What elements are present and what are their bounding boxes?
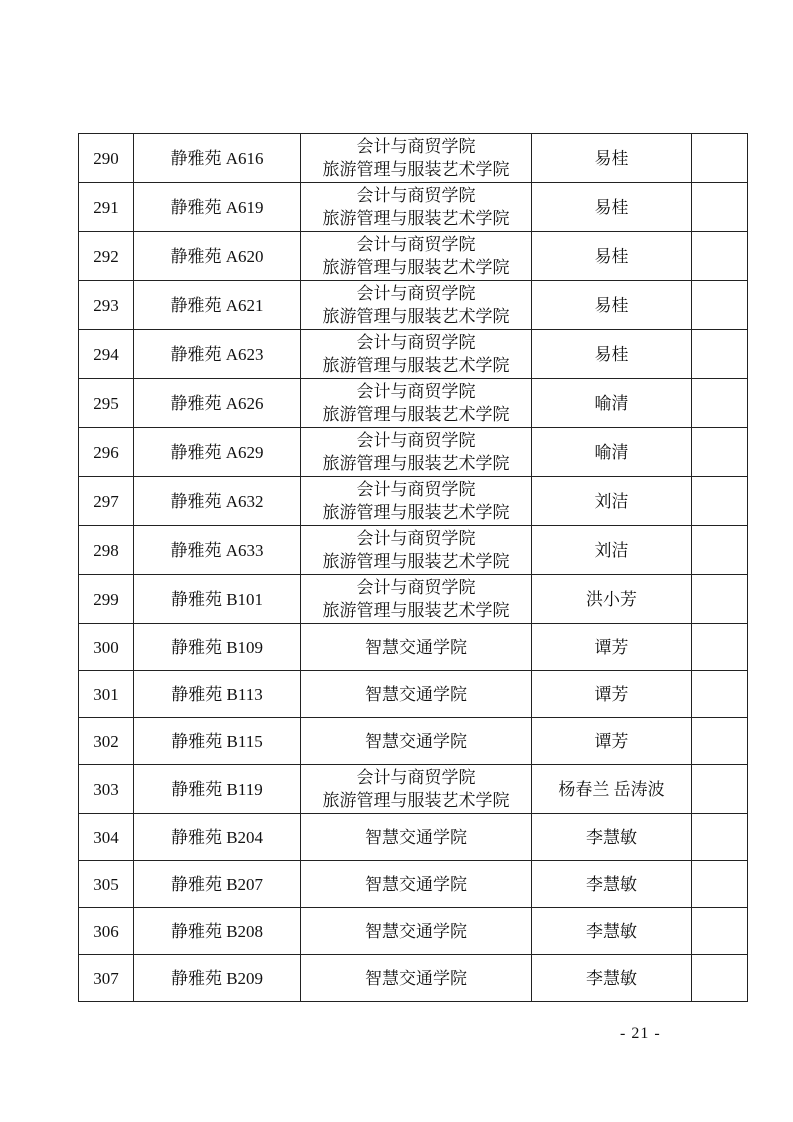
cell-number: 298 xyxy=(79,526,134,575)
cell-college xyxy=(301,955,532,1002)
college-name: 旅游管理与服装艺术学院 xyxy=(322,791,510,810)
college-name: 智慧交通学院 xyxy=(365,968,467,988)
table-row xyxy=(79,765,748,814)
college-name: 会计与商贸学院 xyxy=(356,186,476,205)
college-name: 会计与商贸学院 xyxy=(356,768,476,787)
cell-number: 299 xyxy=(79,575,134,624)
cell-number: 296 xyxy=(79,428,134,477)
cell-extra xyxy=(692,281,748,330)
cell-number: 294 xyxy=(79,330,134,379)
cell-teacher: 喻清 xyxy=(532,428,692,477)
cell-college xyxy=(301,814,532,861)
cell-room: 静雅苑 A620 xyxy=(134,232,301,281)
cell-room: 静雅苑 A629 xyxy=(134,428,301,477)
cell-room: 静雅苑 B109 xyxy=(134,624,301,671)
table-row xyxy=(79,861,748,908)
table-row xyxy=(79,526,748,575)
table-row xyxy=(79,814,748,861)
cell-college xyxy=(301,379,532,428)
cell-room: 静雅苑 B208 xyxy=(134,908,301,955)
cell-college xyxy=(301,718,532,765)
cell-college xyxy=(301,183,532,232)
college-name: 旅游管理与服装艺术学院 xyxy=(322,405,510,424)
cell-extra xyxy=(692,671,748,718)
cell-college xyxy=(301,575,532,624)
cell-extra xyxy=(692,330,748,379)
cell-teacher: 易桂 xyxy=(532,134,692,183)
cell-college xyxy=(301,624,532,671)
cell-teacher: 易桂 xyxy=(532,281,692,330)
college-name: 旅游管理与服装艺术学院 xyxy=(322,601,510,620)
cell-room: 静雅苑 A619 xyxy=(134,183,301,232)
college-name: 会计与商贸学院 xyxy=(356,382,476,401)
table-row xyxy=(79,477,748,526)
cell-extra xyxy=(692,718,748,765)
cell-college xyxy=(301,134,532,183)
cell-number: 295 xyxy=(79,379,134,428)
cell-number: 300 xyxy=(79,624,134,671)
college-name: 智慧交通学院 xyxy=(365,637,467,657)
cell-number: 297 xyxy=(79,477,134,526)
cell-number: 290 xyxy=(79,134,134,183)
college-name: 会计与商贸学院 xyxy=(356,529,476,548)
page-number: - 21 - xyxy=(620,1025,661,1042)
college-name: 智慧交通学院 xyxy=(365,684,467,704)
cell-teacher: 谭芳 xyxy=(532,624,692,671)
cell-college xyxy=(301,861,532,908)
cell-room: 静雅苑 A616 xyxy=(134,134,301,183)
cell-room: 静雅苑 B113 xyxy=(134,671,301,718)
college-name: 会计与商贸学院 xyxy=(356,480,476,499)
table-row xyxy=(79,428,748,477)
dormitory-table xyxy=(78,133,748,1002)
cell-extra xyxy=(692,428,748,477)
cell-number: 292 xyxy=(79,232,134,281)
table-row xyxy=(79,379,748,428)
college-name: 会计与商贸学院 xyxy=(356,333,476,352)
college-name: 旅游管理与服装艺术学院 xyxy=(322,160,510,179)
table-row xyxy=(79,134,748,183)
cell-number: 302 xyxy=(79,718,134,765)
cell-room: 静雅苑 A621 xyxy=(134,281,301,330)
cell-room: 静雅苑 B119 xyxy=(134,765,301,814)
cell-teacher: 谭芳 xyxy=(532,671,692,718)
cell-number: 301 xyxy=(79,671,134,718)
college-name: 旅游管理与服装艺术学院 xyxy=(322,209,510,228)
cell-room: 静雅苑 A626 xyxy=(134,379,301,428)
cell-college xyxy=(301,428,532,477)
cell-college xyxy=(301,232,532,281)
cell-extra xyxy=(692,765,748,814)
cell-number: 293 xyxy=(79,281,134,330)
cell-college xyxy=(301,330,532,379)
college-name: 会计与商贸学院 xyxy=(356,284,476,303)
cell-teacher: 易桂 xyxy=(532,183,692,232)
cell-extra xyxy=(692,526,748,575)
cell-teacher: 洪小芳 xyxy=(532,575,692,624)
cell-teacher: 谭芳 xyxy=(532,718,692,765)
cell-number: 305 xyxy=(79,861,134,908)
cell-number: 303 xyxy=(79,765,134,814)
table-row xyxy=(79,624,748,671)
cell-extra xyxy=(692,232,748,281)
college-name: 旅游管理与服装艺术学院 xyxy=(322,552,510,571)
cell-number: 307 xyxy=(79,955,134,1002)
cell-college xyxy=(301,477,532,526)
dormitory-table-container xyxy=(78,133,747,1002)
table-row xyxy=(79,232,748,281)
table-row xyxy=(79,955,748,1002)
table-row xyxy=(79,575,748,624)
cell-teacher: 李慧敏 xyxy=(532,908,692,955)
cell-room: 静雅苑 B115 xyxy=(134,718,301,765)
college-name: 会计与商贸学院 xyxy=(356,578,476,597)
table-row xyxy=(79,718,748,765)
cell-college xyxy=(301,765,532,814)
cell-extra xyxy=(692,575,748,624)
college-name: 智慧交通学院 xyxy=(365,921,467,941)
cell-college xyxy=(301,908,532,955)
table-row xyxy=(79,330,748,379)
table-body xyxy=(79,134,748,1002)
cell-teacher: 易桂 xyxy=(532,232,692,281)
college-name: 旅游管理与服装艺术学院 xyxy=(322,454,510,473)
college-name: 智慧交通学院 xyxy=(365,731,467,751)
table-row xyxy=(79,908,748,955)
cell-extra xyxy=(692,134,748,183)
cell-teacher: 李慧敏 xyxy=(532,814,692,861)
cell-number: 304 xyxy=(79,814,134,861)
cell-number: 291 xyxy=(79,183,134,232)
cell-teacher: 李慧敏 xyxy=(532,861,692,908)
cell-teacher: 刘洁 xyxy=(532,477,692,526)
college-name: 旅游管理与服装艺术学院 xyxy=(322,307,510,326)
cell-teacher: 易桂 xyxy=(532,330,692,379)
cell-room: 静雅苑 B207 xyxy=(134,861,301,908)
table-row xyxy=(79,671,748,718)
college-name: 智慧交通学院 xyxy=(365,874,467,894)
cell-extra xyxy=(692,955,748,1002)
cell-room: 静雅苑 B204 xyxy=(134,814,301,861)
college-name: 会计与商贸学院 xyxy=(356,235,476,254)
college-name: 旅游管理与服装艺术学院 xyxy=(322,258,510,277)
college-name: 旅游管理与服装艺术学院 xyxy=(322,503,510,522)
cell-teacher: 李慧敏 xyxy=(532,955,692,1002)
cell-room: 静雅苑 A623 xyxy=(134,330,301,379)
cell-extra xyxy=(692,477,748,526)
cell-teacher: 杨春兰 岳涛波 xyxy=(532,765,692,814)
cell-room: 静雅苑 A633 xyxy=(134,526,301,575)
cell-college xyxy=(301,671,532,718)
college-name: 旅游管理与服装艺术学院 xyxy=(322,356,510,375)
cell-number: 306 xyxy=(79,908,134,955)
cell-extra xyxy=(692,861,748,908)
table-row xyxy=(79,281,748,330)
cell-extra xyxy=(692,814,748,861)
college-name: 会计与商贸学院 xyxy=(356,431,476,450)
cell-teacher: 刘洁 xyxy=(532,526,692,575)
cell-room: 静雅苑 A632 xyxy=(134,477,301,526)
cell-room: 静雅苑 B209 xyxy=(134,955,301,1002)
cell-teacher: 喻清 xyxy=(532,379,692,428)
cell-college xyxy=(301,526,532,575)
college-name: 会计与商贸学院 xyxy=(356,137,476,156)
table-row xyxy=(79,183,748,232)
college-name: 智慧交通学院 xyxy=(365,827,467,847)
cell-extra xyxy=(692,183,748,232)
cell-room: 静雅苑 B101 xyxy=(134,575,301,624)
cell-extra xyxy=(692,908,748,955)
cell-extra xyxy=(692,379,748,428)
cell-college xyxy=(301,281,532,330)
cell-extra xyxy=(692,624,748,671)
